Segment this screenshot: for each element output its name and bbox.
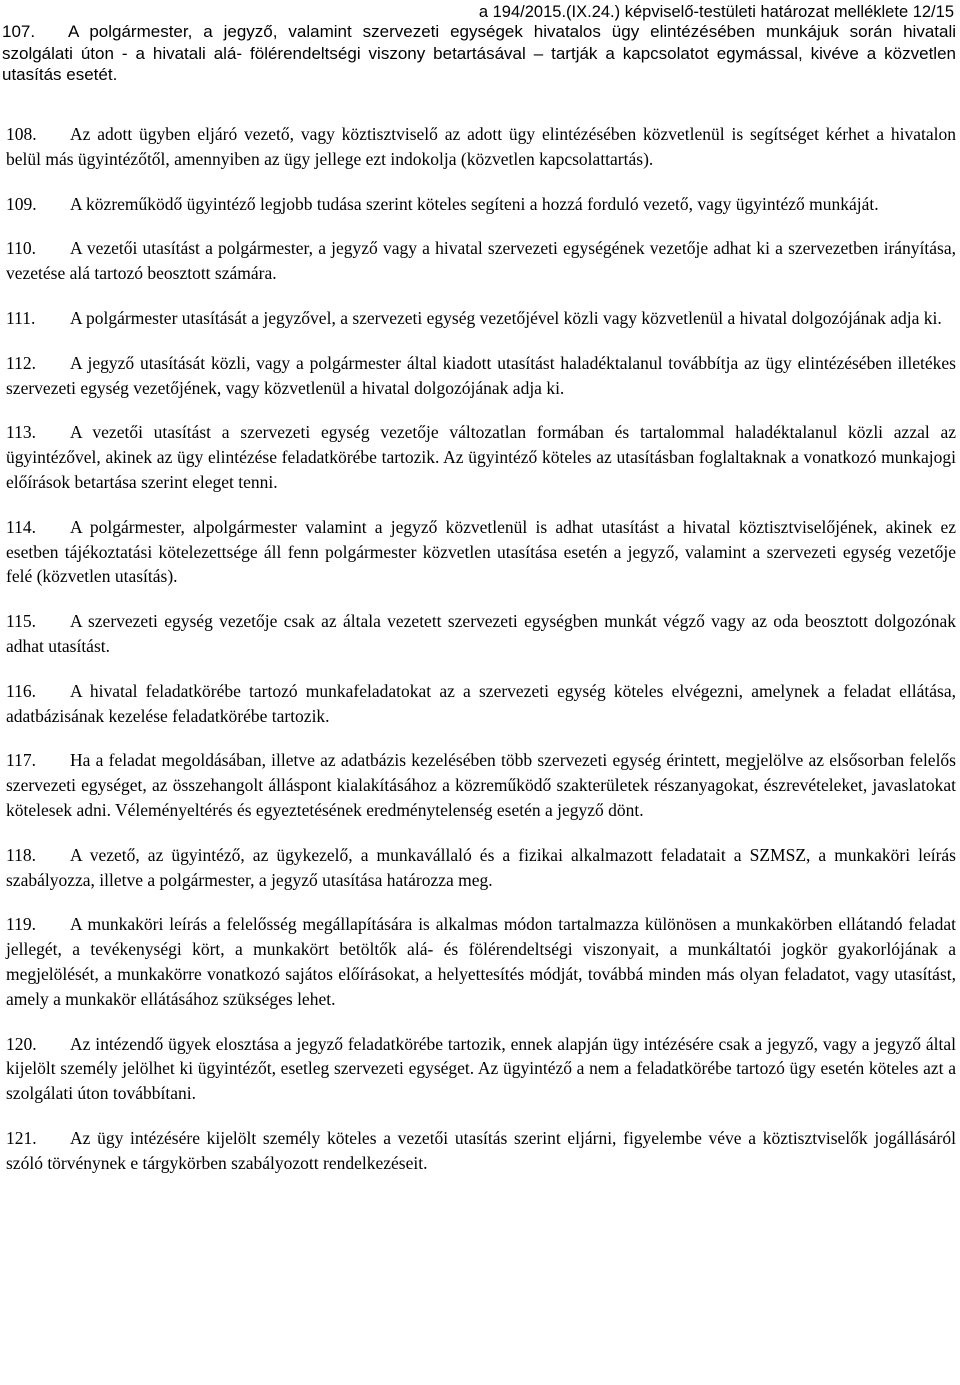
paragraph-117 [6, 748, 956, 822]
paragraph-111 [6, 306, 956, 331]
paragraph-112 [6, 351, 956, 401]
paragraph-text: A közreműködő ügyintéző legjobb tudása szerint köteles segíteni a hozzá forduló vezető, vagy ügyintéző munkáját. [70, 193, 879, 214]
paragraph-text: A polgármester utasítását a jegyzővel, a szervezeti egység vezetőjével közli vagy közvetlenül a hivatal dolgozójának adja ki. [70, 307, 942, 328]
paragraph-119 [6, 912, 956, 1011]
paragraph-number: 120. [6, 1033, 37, 1054]
paragraph-text: Az ügy intézésére kijelölt személy köteles a vezetői utasítás szerint eljárni, figyelembe véve a köztisztviselők jogállásáról szóló törvénynek e tárgykörben szabályozott rendelkezéseit. [6, 1127, 956, 1173]
paragraph-number: 110. [6, 238, 36, 259]
paragraph-120 [6, 1032, 956, 1106]
paragraph-109 [6, 192, 956, 217]
paragraph-text: Az intézendő ügyek elosztása a jegyző feladatkörébe tartozik, ennek alapján ügy intézésére csak a jegyző, vagy a jegyző által kijelölt személy jelölhet ki ügyintézőt, esetleg szervezeti egységet. Az ügyintéző a nem a feladatkörébe tartozó ügy esetén köteles azt a szolgálati úton továbbítani. [6, 1033, 956, 1104]
paragraph-number: 111. [6, 307, 36, 328]
paragraph-113 [6, 420, 956, 494]
paragraph-118 [6, 843, 956, 893]
paragraph-text: Az adott ügyben eljáró vezető, vagy köztisztviselő az adott ügy elintézésében közvetlenül is segítséget kérhet a hivatalon belül más ügyintézőtől, amennyiben az ügy jellege ezt indokolja (közvetlen kapcsolattartás). [6, 124, 956, 169]
paragraph-text: Ha a feladat megoldásában, illetve az adatbázis kezelésében több szervezeti egység érintett, megjelölve az elsősorban felelős szervezeti egységet, az összehangolt álláspont kialakításához a közreműködő szakterületek részanyagokat, észrevételeket, javaslatokat kötelesek adni. Véleményeltérés és egyeztetésének eredménytelenség esetén a jegyző dönt. [6, 750, 956, 820]
paragraph-text: A polgármester, alpolgármester valamint a jegyző közvetlenül is adhat utasítást a hivatal köztisztviselőjének, akinek ez esetben tájékoztatási kötelezettsége áll fenn polgármester közvetlen utasítása esetén a jegyző, valamint a szervezeti egység vezetője felé (közvetlen utasítás). [6, 516, 956, 587]
paragraph-text: A vezető, az ügyintéző, az ügykezelő, a munkavállaló és a fizikai alkalmazott feladatait a SZMSZ, a munkaköri leírás szabályozza, illetve a polgármester, a jegyző utasítása határozza meg. [6, 844, 956, 890]
paragraph-108 [6, 122, 956, 172]
paragraph-list [6, 122, 956, 1196]
paragraph-number: 119. [6, 914, 36, 935]
paragraph-text: A vezetői utasítást a szervezeti egység vezetője változatlan formában és tartalommal haladéktalanul közli azzal az ügyintézővel, akinek az ügy elintézése feladatkörébe tartozik. Az ügyintéző köteles az utasításban foglaltaknak a vonatkozó munkajogi előírások betartása szerint eleget tenni. [6, 422, 956, 492]
paragraph-number: 117. [6, 750, 36, 771]
paragraph-number: 121. [6, 1127, 37, 1148]
paragraph-number: 112. [6, 352, 36, 373]
paragraph-number: 109. [6, 193, 37, 214]
page-header: a 194/2015.(IX.24.) képviselő-testületi határozat melléklete 12/15 [478, 3, 954, 21]
paragraph-number: 113. [6, 422, 36, 443]
paragraph-number: 114. [6, 516, 36, 537]
paragraph-114 [6, 515, 956, 589]
paragraph-number: 115. [6, 611, 36, 632]
paragraph-text: A szervezeti egység vezetője csak az általa vezetett szervezeti egységben munkát végző vagy az oda beosztott dolgozónak adhat utasítást. [6, 611, 956, 656]
paragraph-121 [6, 1126, 956, 1176]
paragraph-number: 118. [6, 844, 36, 865]
paragraph-number: 107. [2, 22, 36, 41]
paragraph-text: A hivatal feladatkörébe tartozó munkafeladatokat az a szervezeti egység köteles elvégezni, amelynek a feladat ellátása, adatbázisának kezelése feladatkörébe tartozik. [6, 680, 956, 726]
paragraph-115 [6, 609, 956, 659]
paragraph-110 [6, 236, 956, 286]
paragraph-116 [6, 679, 956, 729]
paragraph-107 [2, 21, 956, 86]
paragraph-text: A jegyző utasítását közli, vagy a polgármester által kiadott utasítást haladéktalanul továbbítja az ügy elintézésében illetékes szervezeti egység vezetőjének, vagy közvetlenül a hivatal dolgozójának adja ki. [6, 352, 956, 398]
paragraph-number: 108. [6, 124, 37, 144]
paragraph-text: A polgármester, a jegyző, valamint szervezeti egységek hivatalos ügy elintézésében munkájuk során hivatali szolgálati úton - a hivatali alá- fölérendeltségi viszony betartásával – tartják a kapcsolatot egymással, kivéve a közvetlen utasítás esetét. [2, 22, 956, 84]
paragraph-text: A vezetői utasítást a polgármester, a jegyző vagy a hivatal szervezeti egységének vezetője adhat ki a szervezetben irányítása, vezetése alá tartozó beosztott számára. [6, 238, 956, 284]
paragraph-number: 116. [6, 680, 36, 701]
paragraph-text: A munkaköri leírás a felelősség megállapítására is alkalmas módon tartalmazza különösen a munkakörben ellátandó feladat jellegét, a tevékenységi kört, a munkakört betöltők alá- és fölérendeltségi viszonyait, a munkáltatói jogkör gyakorlójának a megjelölését, a munkakörre vonatkozó sajátos előírásokat, a helyettesítés módját, továbbá minden más olyan feladatot, vagy utasítást, amely a munkakör ellátásához szükséges lehet. [6, 914, 956, 1009]
